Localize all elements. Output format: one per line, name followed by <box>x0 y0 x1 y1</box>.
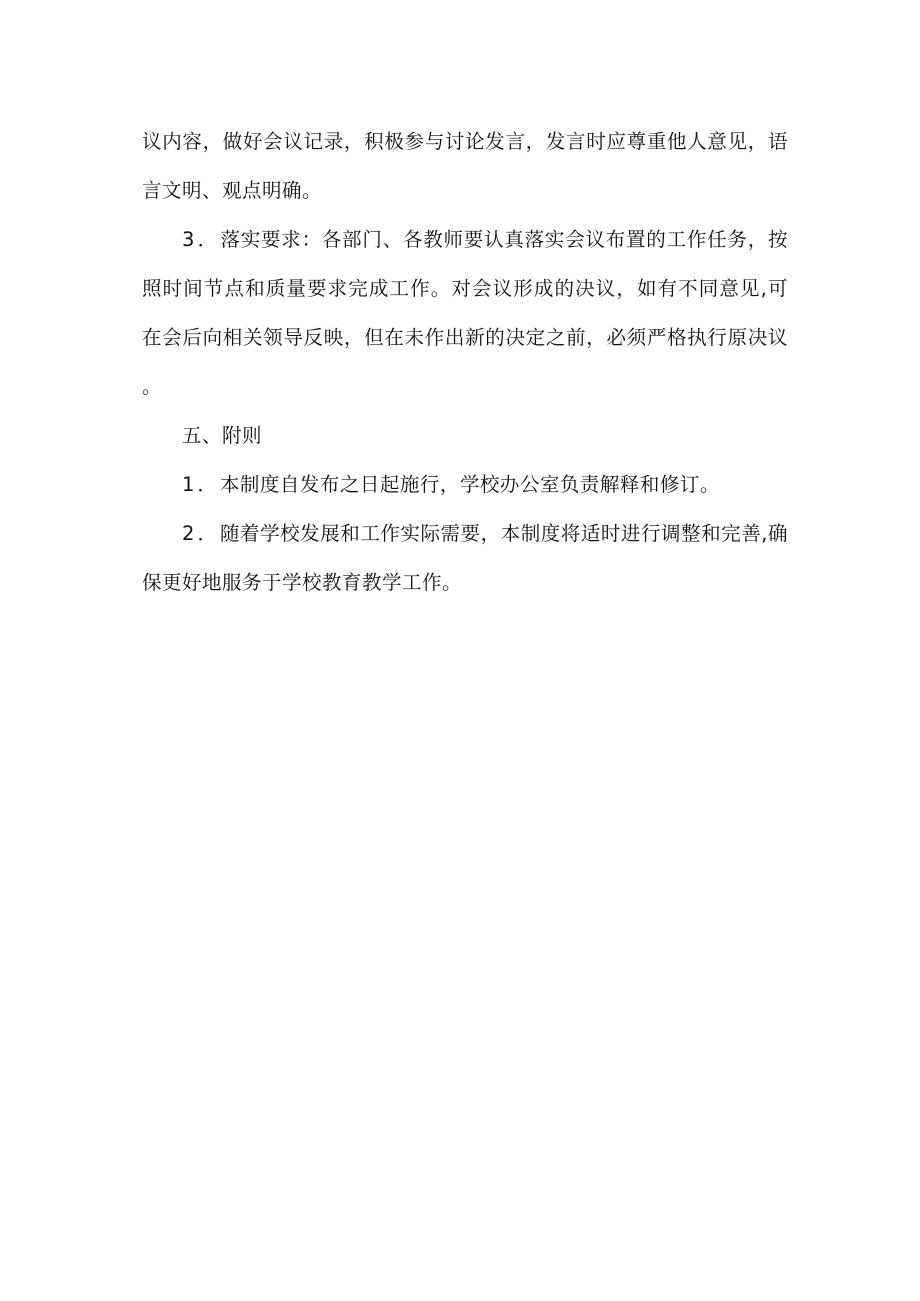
paragraph-number: 2． <box>182 522 220 545</box>
paragraph-text: 议内容，做好会议记录，积极参与讨论发言，发言时应尊重他人意见，语言文明、观点明确。 <box>142 130 788 202</box>
paragraph-text: 落实要求：各部门、各教师要认真落实会议布置的工作任务，按照时间节点和质量要求完成工作。对会议形成的决议，如有不同意见,可在会后向相关领导反映，但在未作出新的决定之前，必须严格执行原决议。 <box>142 228 788 398</box>
document-body <box>142 117 788 607</box>
section-heading-text: 五、附则 <box>182 424 263 447</box>
paragraph-future-adjustment <box>142 509 788 607</box>
paragraph-number: 1． <box>182 473 220 496</box>
paragraph-text: 随着学校发展和工作实际需要，本制度将适时进行调整和完善,确保更好地服务于学校教育教学工作。 <box>142 522 788 594</box>
paragraph-number: 3． <box>182 228 221 251</box>
paragraph-implementation-requirements <box>142 215 788 411</box>
section-heading-supplementary-provisions <box>142 411 788 460</box>
paragraph-effective-date <box>142 460 788 509</box>
paragraph-text: 本制度自发布之日起施行，学校办公室负责解释和修订。 <box>219 473 720 496</box>
paragraph-meeting-discipline-continued <box>142 117 788 215</box>
